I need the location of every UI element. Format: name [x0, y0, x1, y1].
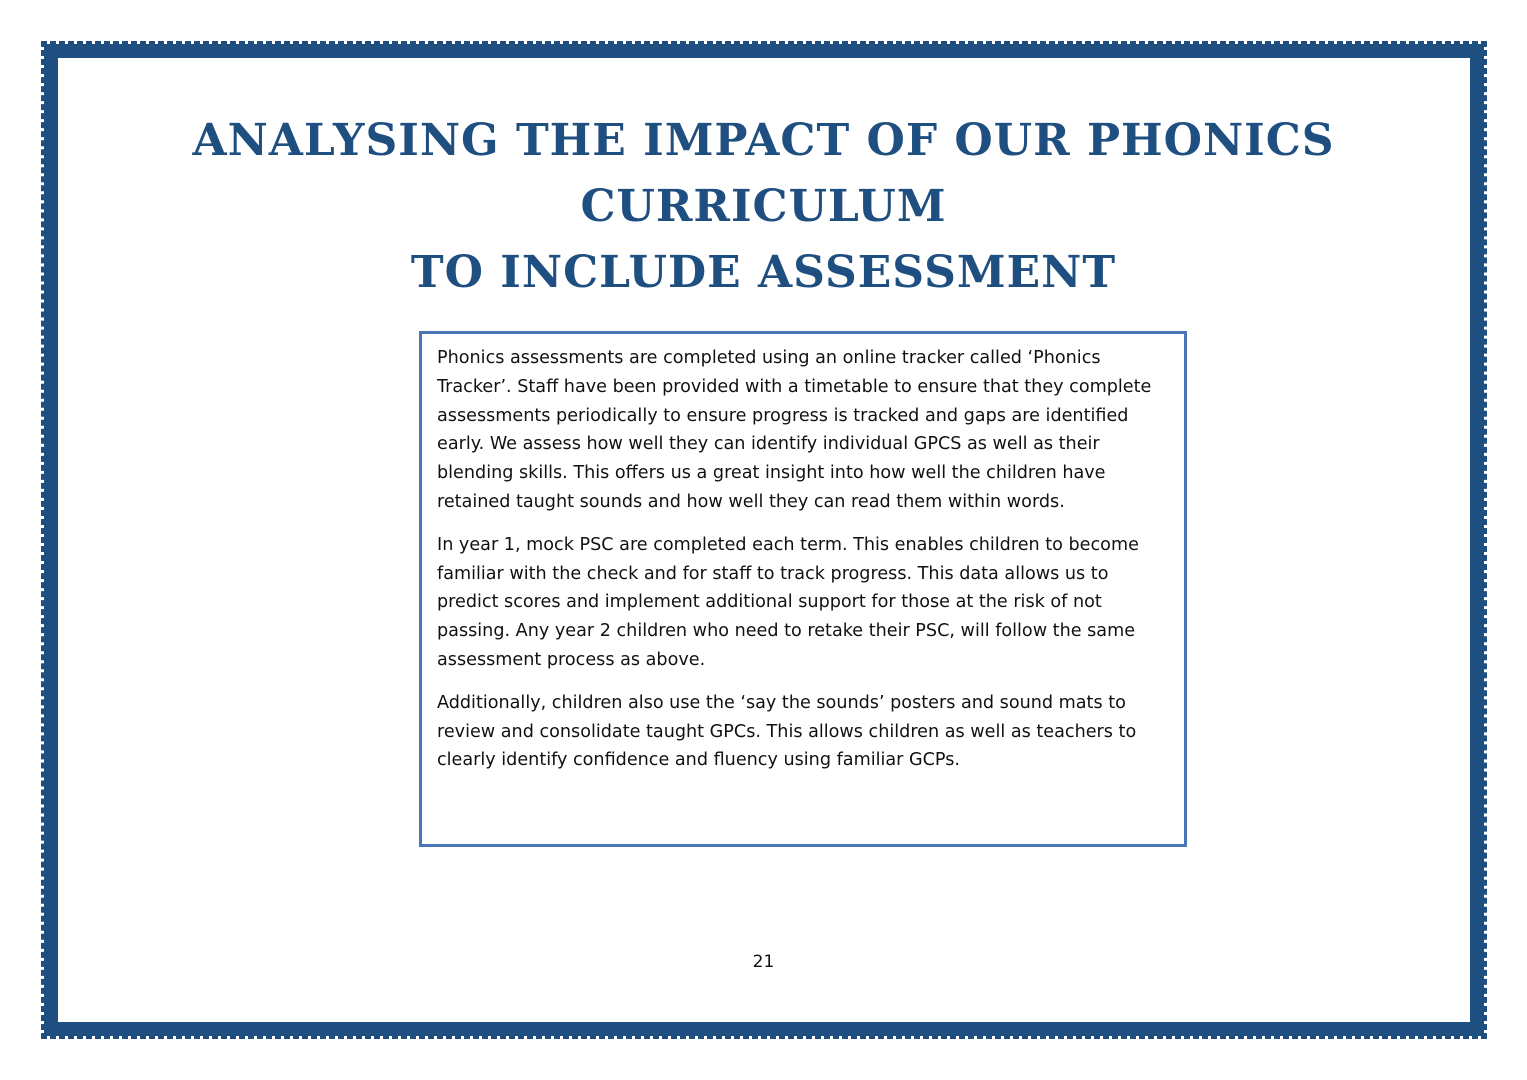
page-title: [60, 108, 1467, 306]
page-title-line-2: TO INCLUDE ASSESSMENT: [410, 247, 1117, 298]
body-paragraph-3: Additionally, children also use the ‘say the sounds’ posters and sound mats to review and consolidate taught GPCs. This allows children as well as teachers to clearly identify confidence and fluency using familiar GCPs.: [437, 692, 1137, 771]
page-number: 21: [752, 952, 775, 972]
page-title-line-1: ANALYSING THE IMPACT OF OUR PHONICS CURRICULUM: [192, 115, 1335, 232]
body-paragraph-2: In year 1, mock PSC are completed each term. This enables children to become familiar with the check and for staff to track progress. This data allows us to predict scores and implement additional support for those at the risk of not passing. Any year 2 children who need to retake their PSC, will follow the same assessment process as above.: [437, 534, 1139, 670]
content-text-box: [419, 331, 1187, 847]
body-paragraph-1: Phonics assessments are completed using an online tracker called ‘Phonics Tracker’. Staff have been provided with a timetable to ensure that they complete assessments periodically to ensure progress is tracked and gaps are identified early. We assess how well they can identify individual GPCS as well as their blending skills. This offers us a great insight into how well the children have retained taught sounds and how well they can read them within words.: [437, 348, 1152, 512]
